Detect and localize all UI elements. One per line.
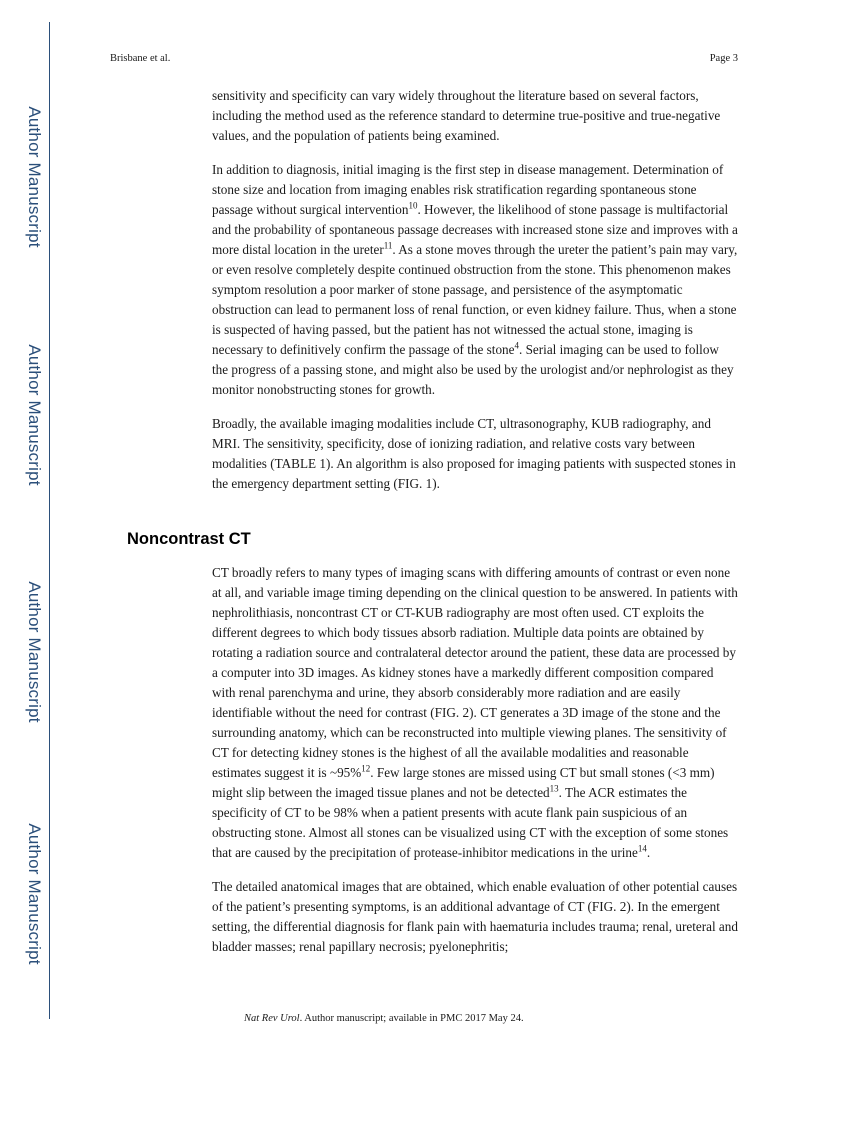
citation-ref[interactable]: 10 — [408, 200, 418, 211]
citation-ref[interactable]: 12 — [361, 763, 371, 774]
paragraph: The detailed anatomical images that are obtained, which enable evaluation of other potential causes of the patient’s presenting symptoms, is an additional advantage of CT (FIG. 2). In the emergent setting, the differential diagnosis for flank pain with haematuria includes trauma; renal, ureteral and bladder masses; renal papillary necrosis; pyelonephritis; — [212, 879, 738, 954]
running-header-authors: Brisbane et al. — [110, 53, 171, 64]
section-heading: Noncontrast CT — [127, 530, 251, 548]
sidebar-rule — [49, 22, 50, 1019]
citation-ref[interactable]: 11 — [383, 240, 393, 251]
sidebar-label-author-manuscript: Author Manuscript — [25, 823, 44, 965]
citation-ref[interactable]: 4 — [514, 340, 519, 351]
paragraph: Broadly, the available imaging modalities include CT, ultrasonography, KUB radiography, and MRI. The sensitivity, specificity, dose of ionizing radiation, and relative costs vary between modalities (TABLE 1). An algorithm is also proposed for imaging patients with suspected stones in the emergency department setting (FIG. 1). — [212, 416, 736, 491]
paragraph: sensitivity and specificity can vary widely throughout the literature based on several factors, including the method used as the reference standard to determine true-positive and true-negative values, and the population of patients being examined. — [212, 88, 721, 143]
page-number: Page 3 — [709, 53, 738, 64]
paragraph: In addition to diagnosis, initial imaging is the first step in disease management. Determination of stone size and location from imaging enables risk stratification regarding spontaneous stone passage without surgical intervention$^{10}$. However, the likelihood of stone passage is multifactorial and the probability of spontaneous passage decreases with increased stone size and improves with a more distal location in the ureter$^{11}$. As a stone moves through the ureter the patient’s pain may vary, or even resolve completely despite continued obstruction from the stone. This phenomenon makes symptom resolution a poor marker of stone passage, and persistence of the asymptomatic obstruction can lead to permanent loss of renal function, or even kidney failure. Thus, when a stone is suspected of having passed, but the patient has not witnessed the actual stone, imaging is necessary to definitively confirm the passage of the stone$^4$. Serial imaging can be used to follow the progress of a passing stone, and might also be used by the urologist and/or nephrologist as they monitor nonobstructing stones for growth. — [212, 162, 738, 397]
paragraph: CT broadly refers to many types of imaging scans with differing amounts of contrast or even none at all, and variable image timing depending on the clinical question to be answered. In patients with nephrolithiasis, noncontrast CT or CT-KUB radiography are most often used. CT exploits the different degrees to which body tissues absorb radiation. Multiple data points are obtained by rotating a radiation source and contralateral detector around the patient, these data are processed by a computer into 3D images. As kidney stones have a markedly different composition compared with renal parenchyma and urine, they absorb considerably more radiation and are easily identifiable without the need for contrast (FIG. 2). CT generates a 3D image of the stone and the surrounding anatomy, which can be reconstructed into multiple viewing planes. The sensitivity of CT for detecting kidney stones is the highest of all the available modalities and reasonable estimates suggest it is ~95%$^{12}$. Few large stones are missed using CT but small stones (<3 mm) might slip between the imaged tissue planes and not be detected$^{13}$. The ACR estimates the specificity of CT to be 98% when a patient presents with acute flank pain suspicious of an obstructing stone. Almost all stones can be visualized using CT with the exception of some stones that are caused by the precipitation of protease-inhibitor medications in the urine$^{14}$. — [212, 565, 738, 860]
page-footer — [244, 1013, 524, 1024]
journal-name: Nat Rev Urol — [244, 1013, 300, 1024]
sidebar-label-author-manuscript: Author Manuscript — [25, 106, 44, 248]
sidebar-label-author-manuscript: Author Manuscript — [25, 344, 44, 486]
citation-ref[interactable]: 13 — [549, 783, 559, 794]
sidebar-label-author-manuscript: Author Manuscript — [25, 581, 44, 723]
section-text-block — [212, 563, 738, 971]
intro-text-block — [212, 86, 738, 508]
citation-ref[interactable]: 14 — [637, 843, 647, 854]
footer-availability: . Author manuscript; available in PMC 2017 May 24. — [299, 1013, 524, 1024]
